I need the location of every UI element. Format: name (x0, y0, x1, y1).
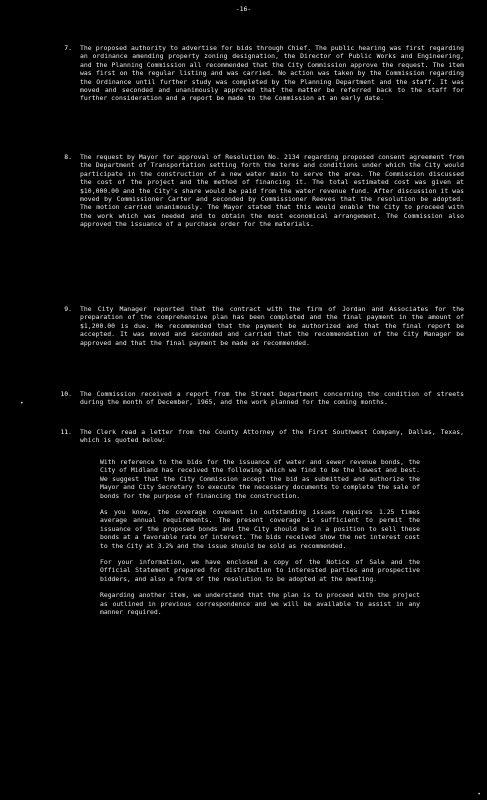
item-number: 11. (60, 428, 72, 436)
quote-paragraph: As you know, the coverage covenant in outstanding issues requires 1.25 times average annual requirements. The present coverage is sufficient to permit the issuance of the proposed bonds and the City should be in a position to sell these bonds at a favorable rate of interest. The bids received show the net interest cost to the City at 3.2% and the issue should be sold as recommended. (100, 508, 420, 550)
quote-paragraph: With reference to the bids for the issuance of water and sewer revenue bonds, the City of Midland has received the following which we find to be the lowest and best. We suggest that the City Commission accept the bid as submitted and authorize the Mayor and City Secretary to execute the necessary documents to complete the sale of bonds for the purpose of financing the construction. (100, 458, 420, 500)
item-number: 8. (64, 153, 72, 161)
item-number: 7. (64, 44, 72, 52)
page-number: -16- (235, 5, 252, 13)
quoted-letter (100, 458, 420, 625)
quote-paragraph: Regarding another item, we understand that the plan is to proceed with the project as outlined in previous correspondence and we will be available to assist in any manner required. (100, 591, 420, 617)
list-item (44, 305, 464, 347)
item-number: 10. (60, 390, 72, 398)
list-item (44, 428, 464, 445)
corner-mark: • (477, 791, 481, 798)
item-text: The proposed authority to advertise for bids through Chief. The public hearing was first regarding an ordinance amending property zoning designation, the Director of Public Works and Engineering, and the Planning Commission all recommended that the City Commission approve the request. The item was first on the regular listing and was carried. No action was taken by the Commission regarding the Ordinance until further study was completed by the Planning Department and the staff. It was moved and seconded and unanimously approved that the matter be referred back to the staff for further consideration and a report be made to the Commission at an early date. (80, 44, 464, 103)
margin-mark: • (20, 400, 24, 407)
list-item (44, 153, 464, 229)
item-text: The request by Mayor for approval of Resolution No. 2134 regarding proposed consent agreement from the Department of Transportation setting forth the terms and conditions under which the City would participate in the construction of a new water main to serve the area. The Commission discussed the cost of the project and the method of financing it. The total estimated cost was given at $10,000.00 and the City's share would be paid from the water revenue fund. After discussion it was moved by Commissioner Carter and seconded by Commissioner Reeves that the resolution be adopted. The motion carried unanimously. The Mayor stated that this would enable the City to proceed with the work which was needed and to obtain the most economical arrangement. The Commission also approved the issuance of a purchase order for the materials. (80, 153, 464, 229)
item-text: The Commission received a report from the Street Department concerning the condition of streets during the month of December, 1965, and the work planned for the coming months. (80, 390, 464, 407)
quote-paragraph: For your information, we have enclosed a copy of the Notice of Sale and the Official Statement prepared for distribution to interested parties and prospective bidders, and also a form of the resolution to be adopted at the meeting. (100, 558, 420, 583)
list-item (44, 44, 464, 103)
item-number: 9. (64, 305, 72, 313)
item-text: The City Manager reported that the contract with the firm of Jordan and Associates for the preparation of the comprehensive plan has been completed and the final payment in the amount of $1,200.00 is due. He recommended that the payment be authorized and that the final report be accepted. It was moved and seconded and carried that the recommendation of the City Manager be approved and that the final payment be made as recommended. (80, 305, 464, 347)
item-text: The Clerk read a letter from the County Attorney of the First Southwest Company, Dallas, Texas, which is quoted below: (80, 428, 464, 445)
list-item (44, 390, 464, 407)
